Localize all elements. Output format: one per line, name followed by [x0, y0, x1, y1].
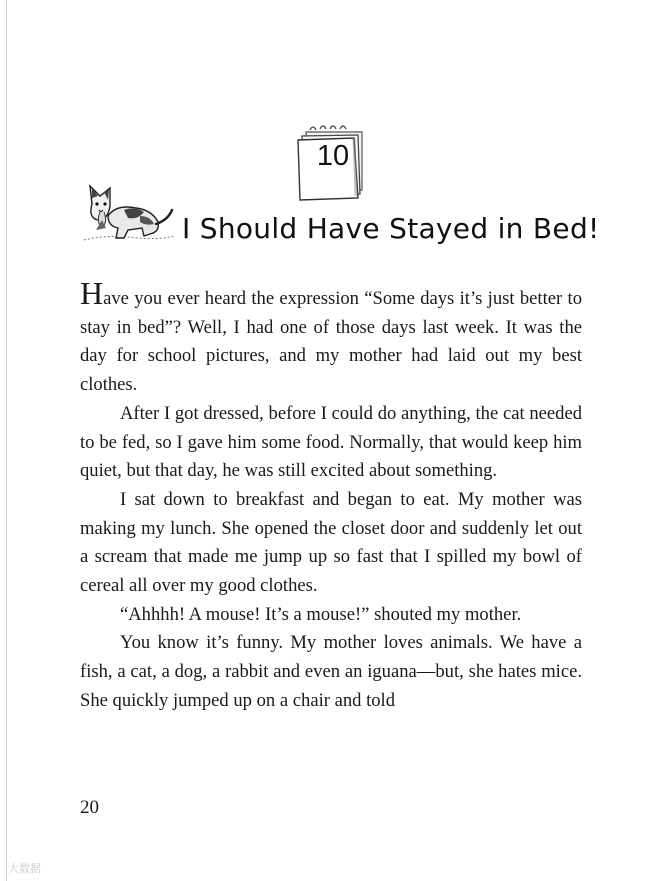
paragraph-text: ave you ever heard the expression “Some days it’s just better to stay in bed”? Well, I had one of those days last week. It was the day for school pictures, and my mother had laid out my best clothes. — [80, 288, 582, 396]
paragraph: “Ahhhh! A mouse! It’s a mouse!” shouted my mother. — [120, 603, 522, 625]
paragraph: After I got dressed, before I could do anything, the cat needed to be fed, so I gave him some food. Normally, that would keep him quiet, but that day, he was still excited about something. — [80, 402, 582, 482]
page-edge-line — [6, 0, 7, 881]
paragraph — [80, 275, 582, 400]
watermark: 大数据 — [8, 862, 41, 875]
paragraph: You know it’s funny. My mother loves animals. We have a fish, a cat, a dog, a rabbit and even an iguana—but, she hates mice. She quickly jumped up on a chair and told — [80, 632, 582, 711]
chapter-number: 10 — [316, 140, 350, 172]
body-text — [80, 275, 582, 716]
page-number: 20 — [80, 797, 99, 818]
drop-cap: H — [80, 275, 104, 311]
chapter-title: I Should Have Stayed in Bed! — [182, 212, 600, 245]
paragraph: I sat down to breakfast and began to eat. My mother was making my lunch. She opened the closet door and suddenly let out a scream that made me jump up so fast that I spilled my bowl of cereal all over my good clothes. — [80, 488, 582, 597]
cat-icon — [78, 176, 178, 246]
